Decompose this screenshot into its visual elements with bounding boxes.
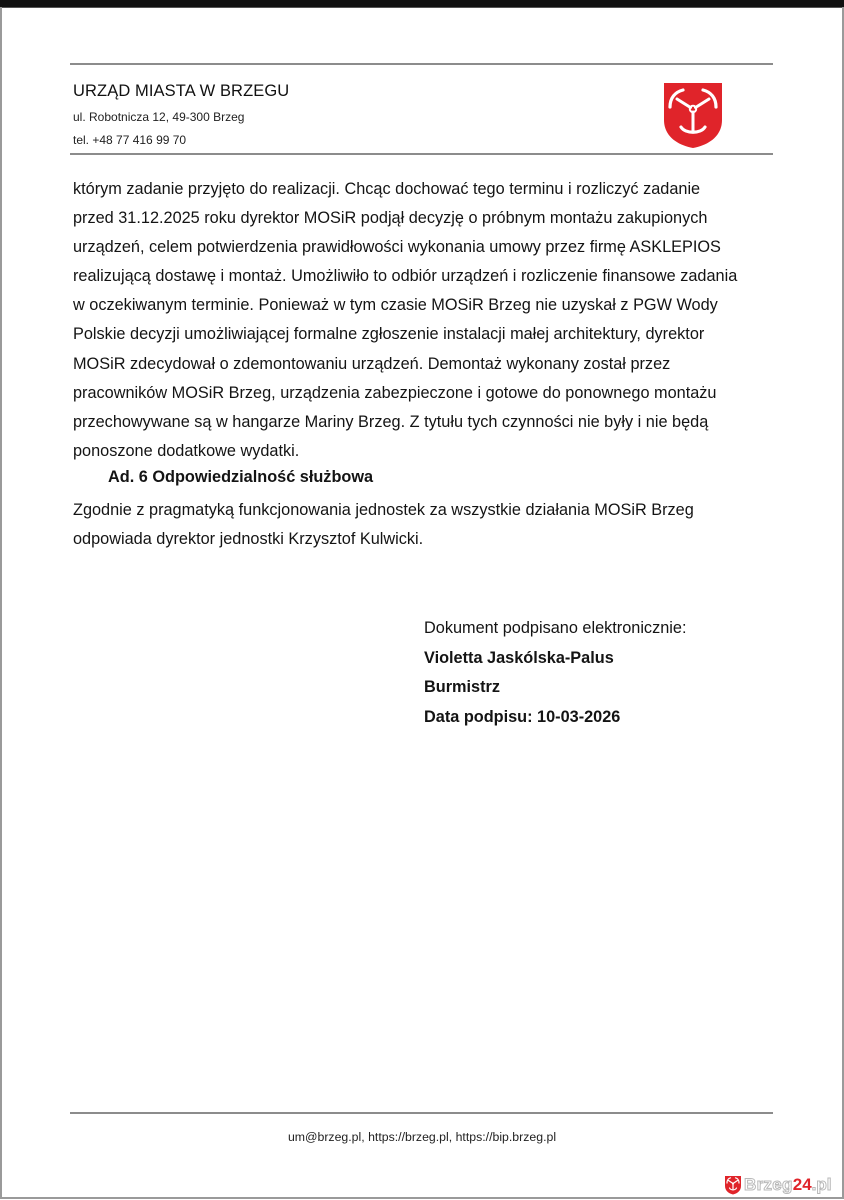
signatory-title: Burmistrz [424, 678, 500, 696]
signature-intro: Dokument podpisano elektronicznie: [424, 619, 687, 637]
paragraph-line: Polskie decyzji umożliwiającej formalne zgłoszenie instalacji małej architektury, dyrektor [73, 325, 705, 344]
paragraph-line: urządzeń, celem potwierdzenia prawidłowości wykonania umowy przez firmę ASKLEPIOS [73, 238, 721, 257]
paragraph-line: ponoszone dodatkowe wydatki. [73, 441, 300, 460]
paragraph-line: realizującą dostawę i montaż. Umożliwiło to odbiór urządzeń i rozliczenie finansowe zadania [73, 267, 738, 286]
footer-contacts: um@brzeg.pl, https://brzeg.pl, https://bip.brzeg.pl [287, 1130, 557, 1144]
signature-block [424, 614, 686, 732]
brzeg24-logo-icon [724, 1175, 742, 1195]
paragraph-line: którym zadanie przyjęto do realizacji. Chcąc dochować tego terminu i rozliczyć zadanie [73, 180, 701, 198]
paragraph-line: przechowywane są w hangarze Mariny Brzeg. Z tytułu tych czynności nie były i nie będą [73, 412, 709, 431]
body-paragraph [73, 175, 783, 466]
paragraph-line: pracowników MOSiR Brzeg, urządzenia zabezpieczone i gotowe do ponownego montażu [73, 383, 717, 402]
watermark-text-24: 24 [792, 1175, 812, 1194]
section-line: Zgodnie z pragmatyką funkcjonowania jednostek za wszystkie działania MOSiR Brzeg [73, 501, 694, 519]
brzeg-coat-of-arms-icon [663, 82, 723, 149]
organization-name: URZĄD MIASTA W BRZEGU [73, 82, 290, 100]
signature-date: Data podpisu: 10-03-2026 [424, 707, 621, 726]
brzeg24-watermark [724, 1174, 832, 1196]
header-top-rule [70, 63, 773, 65]
paragraph-line: MOSiR zdecydował o zdemontowaniu urządzeń. Demontaż wykonany został przez [73, 354, 671, 373]
organization-address: ul. Robotnicza 12, 49-300 Brzeg [73, 110, 245, 124]
footer-rule [70, 1112, 773, 1114]
section-heading: Ad. 6 Odpowiedzialność służbowa [108, 468, 374, 486]
watermark-text-brzeg: Brzeg [744, 1175, 793, 1194]
watermark-text-pl: .pl [811, 1175, 832, 1194]
paragraph-line: w oczekiwanym terminie. Ponieważ w tym czasie MOSiR Brzeg nie uzyskał z PGW Wody [73, 296, 718, 315]
header-bottom-rule [70, 153, 773, 155]
organization-phone: tel. +48 77 416 99 70 [73, 133, 187, 147]
section-line: odpowiada dyrektor jednostki Krzysztof Kulwicki. [73, 530, 424, 549]
paragraph-line: przed 31.12.2025 roku dyrektor MOSiR podjął decyzję o próbnym montażu zakupionych [73, 209, 708, 228]
section-paragraph [73, 496, 694, 554]
signatory-name: Violetta Jaskólska-Palus [424, 648, 614, 667]
